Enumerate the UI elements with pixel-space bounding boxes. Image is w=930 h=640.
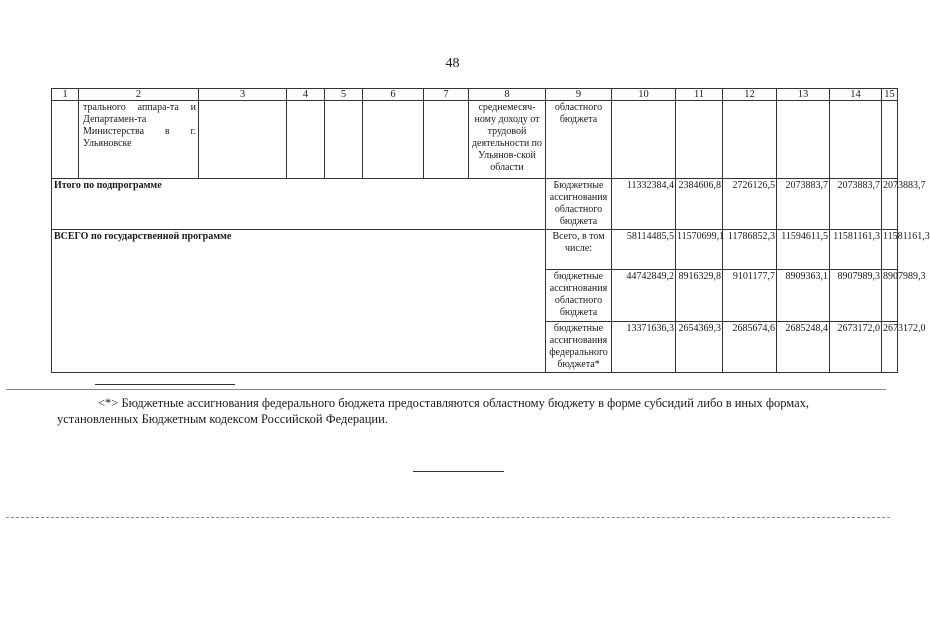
source-cell: Бюджетные ассигнования областного бюджета [546, 179, 612, 230]
column-header: 5 [325, 89, 363, 101]
column-header: 14 [830, 89, 882, 101]
empty-cell [199, 101, 287, 179]
source-cell: Всего, в том числе: [546, 230, 612, 270]
header-row [52, 89, 898, 101]
empty-cell [723, 101, 777, 179]
end-rule [413, 471, 504, 472]
empty-cell [52, 101, 79, 179]
budget-table [51, 88, 930, 373]
value-cell: 2685674,6 [723, 322, 777, 373]
value-cell: 44742849,2 [612, 270, 676, 322]
empty-cell [612, 101, 676, 179]
subtotal-label: Итого по подпрограмме [52, 179, 546, 230]
value-cell: 13371636,3 [612, 322, 676, 373]
value-cell: 9101177,7 [723, 270, 777, 322]
footnote-separator [95, 384, 235, 385]
value-cell: 2384606,8 [676, 179, 723, 230]
continuation-row [52, 101, 898, 179]
scan-artifact-line [6, 389, 886, 390]
value-cell: 11332384,4 [612, 179, 676, 230]
value-cell: 8916329,8 [676, 270, 723, 322]
value-cell: 2685248,4 [777, 322, 830, 373]
scan-artifact-line [6, 517, 890, 518]
column-header: 6 [363, 89, 424, 101]
total-row [52, 230, 898, 270]
empty-cell [777, 101, 830, 179]
value-cell: 11581161,3 [882, 230, 898, 270]
empty-cell [287, 101, 325, 179]
column-header: 4 [287, 89, 325, 101]
value-cell: 2726126,5 [723, 179, 777, 230]
column-header: 11 [676, 89, 723, 101]
empty-cell [882, 101, 898, 179]
column-header: 2 [79, 89, 199, 101]
column-header: 9 [546, 89, 612, 101]
source-cell: областного бюджета [546, 101, 612, 179]
column-header: 1 [52, 89, 79, 101]
value-cell: 2073883,7 [777, 179, 830, 230]
value-cell: 2673172,0 [882, 322, 898, 373]
column-header: 10 [612, 89, 676, 101]
total-label: ВСЕГО по государственной программе [52, 230, 546, 373]
value-cell: 11786852,3 [723, 230, 777, 270]
value-cell: 11594611,5 [777, 230, 830, 270]
column-header: 13 [777, 89, 830, 101]
value-cell: 8907989,3 [882, 270, 898, 322]
value-cell: 8907989,3 [830, 270, 882, 322]
value-cell: 8909363,1 [777, 270, 830, 322]
empty-cell [325, 101, 363, 179]
empty-cell [363, 101, 424, 179]
page-number: 48 [445, 56, 460, 71]
value-cell: 11581161,3 [830, 230, 882, 270]
value-cell: 58114485,5 [612, 230, 676, 270]
footnote-text: <*> Бюджетные ассигнования федерального бюджета предоставляются областному бюджету в форме субсидий либо в иных формах, [98, 396, 810, 410]
column-header: 15 [882, 89, 898, 101]
column-header: 3 [199, 89, 287, 101]
value-cell: 2654369,3 [676, 322, 723, 373]
program-name-cell: трального аппара-та и Департамен-та Министерства в г. Ульяновске [79, 101, 199, 179]
empty-cell [676, 101, 723, 179]
empty-cell [424, 101, 469, 179]
source-cell: бюджетные ассигнования областного бюджета [546, 270, 612, 322]
footnote-text: установленных Бюджетным кодексом Российской Федерации. [57, 412, 388, 426]
subtotal-row [52, 179, 898, 230]
empty-cell [830, 101, 882, 179]
indicator-cell: среднемесяч-ному доходу от трудовой деятельности по Ульянов-ской области [469, 101, 546, 179]
footnote [57, 395, 852, 427]
column-header: 12 [723, 89, 777, 101]
value-cell: 11570699,1 [676, 230, 723, 270]
value-cell: 2073883,7 [830, 179, 882, 230]
source-cell: бюджетные ассигнования федерального бюджета* [546, 322, 612, 373]
column-header: 8 [469, 89, 546, 101]
value-cell: 2673172,0 [830, 322, 882, 373]
value-cell: 2073883,7 [882, 179, 898, 230]
column-header: 7 [424, 89, 469, 101]
